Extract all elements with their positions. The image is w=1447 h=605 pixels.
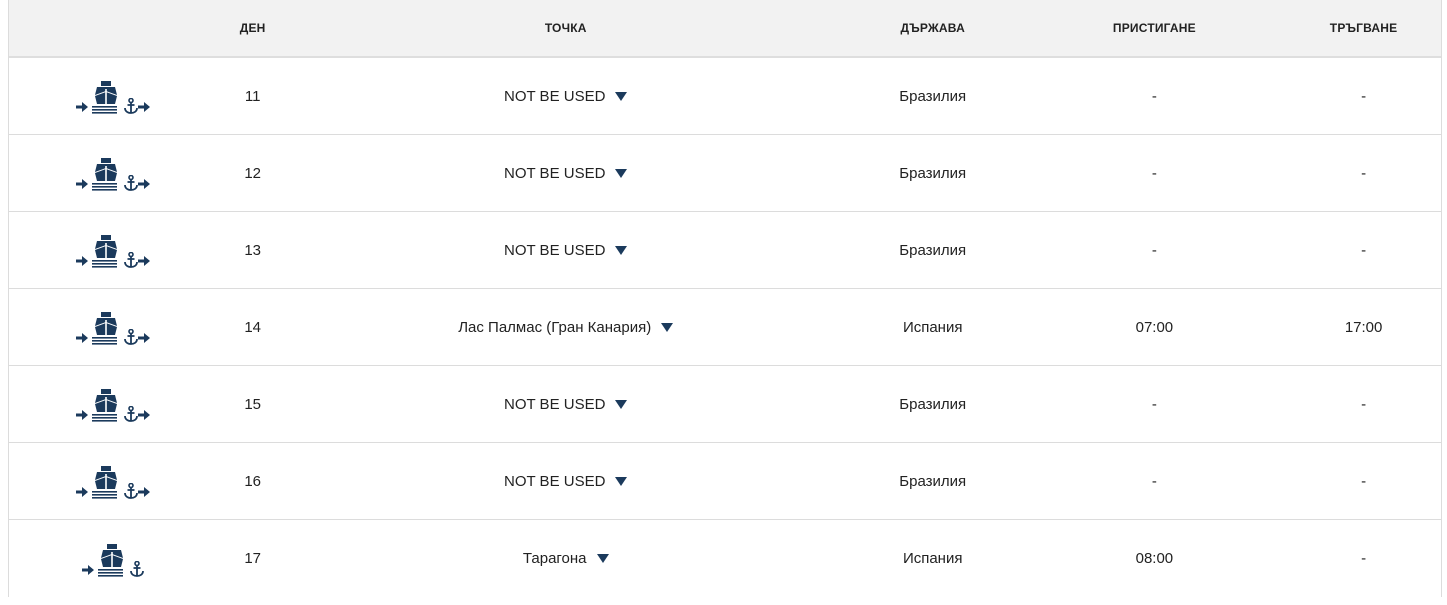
country-cell: Бразилия <box>899 164 967 182</box>
ship-icon <box>88 463 126 499</box>
day-cell: 15 <box>244 395 261 413</box>
port-type-cell <box>9 520 217 597</box>
point-label: NOT BE USED <box>504 395 606 413</box>
point-cell <box>289 212 843 288</box>
ship-icon <box>88 309 126 345</box>
arrival-cell: - <box>1151 164 1157 182</box>
point-dropdown[interactable] <box>504 165 627 182</box>
table-header <box>9 0 1441 58</box>
departure-cell: - <box>1361 87 1367 105</box>
day-cell: 13 <box>244 241 261 259</box>
arrival-cell: 08:00 <box>1135 550 1174 567</box>
arrival-cell: - <box>1151 472 1157 490</box>
point-cell <box>289 58 843 134</box>
departure-cell: - <box>1361 241 1367 259</box>
point-label: NOT BE USED <box>504 241 606 259</box>
arrival-cell: 07:00 <box>1135 318 1174 336</box>
point-label: NOT BE USED <box>504 164 606 182</box>
point-cell <box>289 289 843 365</box>
country-cell: Испания <box>902 550 963 567</box>
table-body <box>9 58 1441 597</box>
ship-at-sea-icon <box>76 78 150 114</box>
ship-at-sea-icon <box>76 232 150 268</box>
ship-icon <box>88 232 126 268</box>
ship-icon <box>94 541 132 577</box>
port-type-cell <box>9 58 217 134</box>
anchor-icon <box>126 329 138 345</box>
port-type-cell <box>9 366 217 442</box>
header-arrival: ПРИСТИГАНЕ <box>1112 21 1196 35</box>
header-point: ТОЧКА <box>544 21 587 35</box>
point-label: Тарагона <box>522 550 587 567</box>
port-type-cell <box>9 289 217 365</box>
country-cell: Бразилия <box>899 87 967 105</box>
point-cell <box>289 135 843 211</box>
itinerary-table <box>8 0 1442 597</box>
point-cell <box>289 520 843 597</box>
port-type-cell <box>9 443 217 519</box>
day-cell: 12 <box>244 164 261 182</box>
point-dropdown[interactable] <box>523 550 609 567</box>
day-cell: 16 <box>244 472 261 490</box>
anchor-icon <box>126 252 138 268</box>
table-row <box>9 58 1441 135</box>
arrival-cell: - <box>1151 395 1157 413</box>
anchor-icon <box>126 175 138 191</box>
day-cell: 17 <box>244 550 261 567</box>
header-icon-column <box>9 0 217 56</box>
departure-cell: - <box>1361 550 1367 567</box>
anchor-icon <box>126 406 138 422</box>
arrival-cell: - <box>1151 87 1157 105</box>
point-cell <box>289 366 843 442</box>
header-day: ДЕН <box>239 21 266 35</box>
table-row <box>9 520 1441 597</box>
caret-down-icon[interactable] <box>661 323 673 332</box>
anchor-icon <box>126 483 138 499</box>
ship-at-sea-icon <box>76 155 150 191</box>
point-cell <box>289 443 843 519</box>
caret-down-icon[interactable] <box>615 169 627 178</box>
point-label: NOT BE USED <box>504 87 606 105</box>
ship-icon <box>88 78 126 114</box>
point-label: Лас Палмас (Гран Канария) <box>458 318 652 336</box>
anchor-icon <box>126 98 138 114</box>
table-row <box>9 289 1441 366</box>
point-dropdown[interactable] <box>504 242 627 259</box>
day-cell: 14 <box>244 318 261 336</box>
point-dropdown[interactable] <box>458 319 673 336</box>
departure-cell: 17:00 <box>1344 318 1383 336</box>
caret-down-icon[interactable] <box>597 554 609 563</box>
caret-down-icon[interactable] <box>615 477 627 486</box>
departure-cell: - <box>1361 164 1367 182</box>
arrival-cell: - <box>1151 241 1157 259</box>
port-type-cell <box>9 212 217 288</box>
table-row <box>9 443 1441 520</box>
header-country: ДЪРЖАВА <box>900 21 965 35</box>
ship-icon <box>88 386 126 422</box>
point-dropdown[interactable] <box>504 396 627 413</box>
caret-down-icon[interactable] <box>615 246 627 255</box>
country-cell: Бразилия <box>899 472 967 490</box>
point-label: NOT BE USED <box>504 472 606 490</box>
caret-down-icon[interactable] <box>615 92 627 101</box>
anchor-icon <box>132 561 144 577</box>
country-cell: Испания <box>902 318 963 336</box>
country-cell: Бразилия <box>899 395 967 413</box>
ship-at-sea-icon <box>76 309 150 345</box>
ship-arrival-icon <box>82 541 144 577</box>
point-dropdown[interactable] <box>504 473 627 490</box>
ship-at-sea-icon <box>76 463 150 499</box>
day-cell: 11 <box>244 87 261 105</box>
departure-cell: - <box>1361 395 1367 413</box>
table-row <box>9 366 1441 443</box>
table-row <box>9 135 1441 212</box>
header-departure: ТРЪГВАНЕ <box>1329 21 1398 35</box>
caret-down-icon[interactable] <box>615 400 627 409</box>
country-cell: Бразилия <box>899 241 967 259</box>
ship-icon <box>88 155 126 191</box>
ship-at-sea-icon <box>76 386 150 422</box>
table-row <box>9 212 1441 289</box>
departure-cell: - <box>1361 472 1367 490</box>
point-dropdown[interactable] <box>504 88 627 105</box>
port-type-cell <box>9 135 217 211</box>
